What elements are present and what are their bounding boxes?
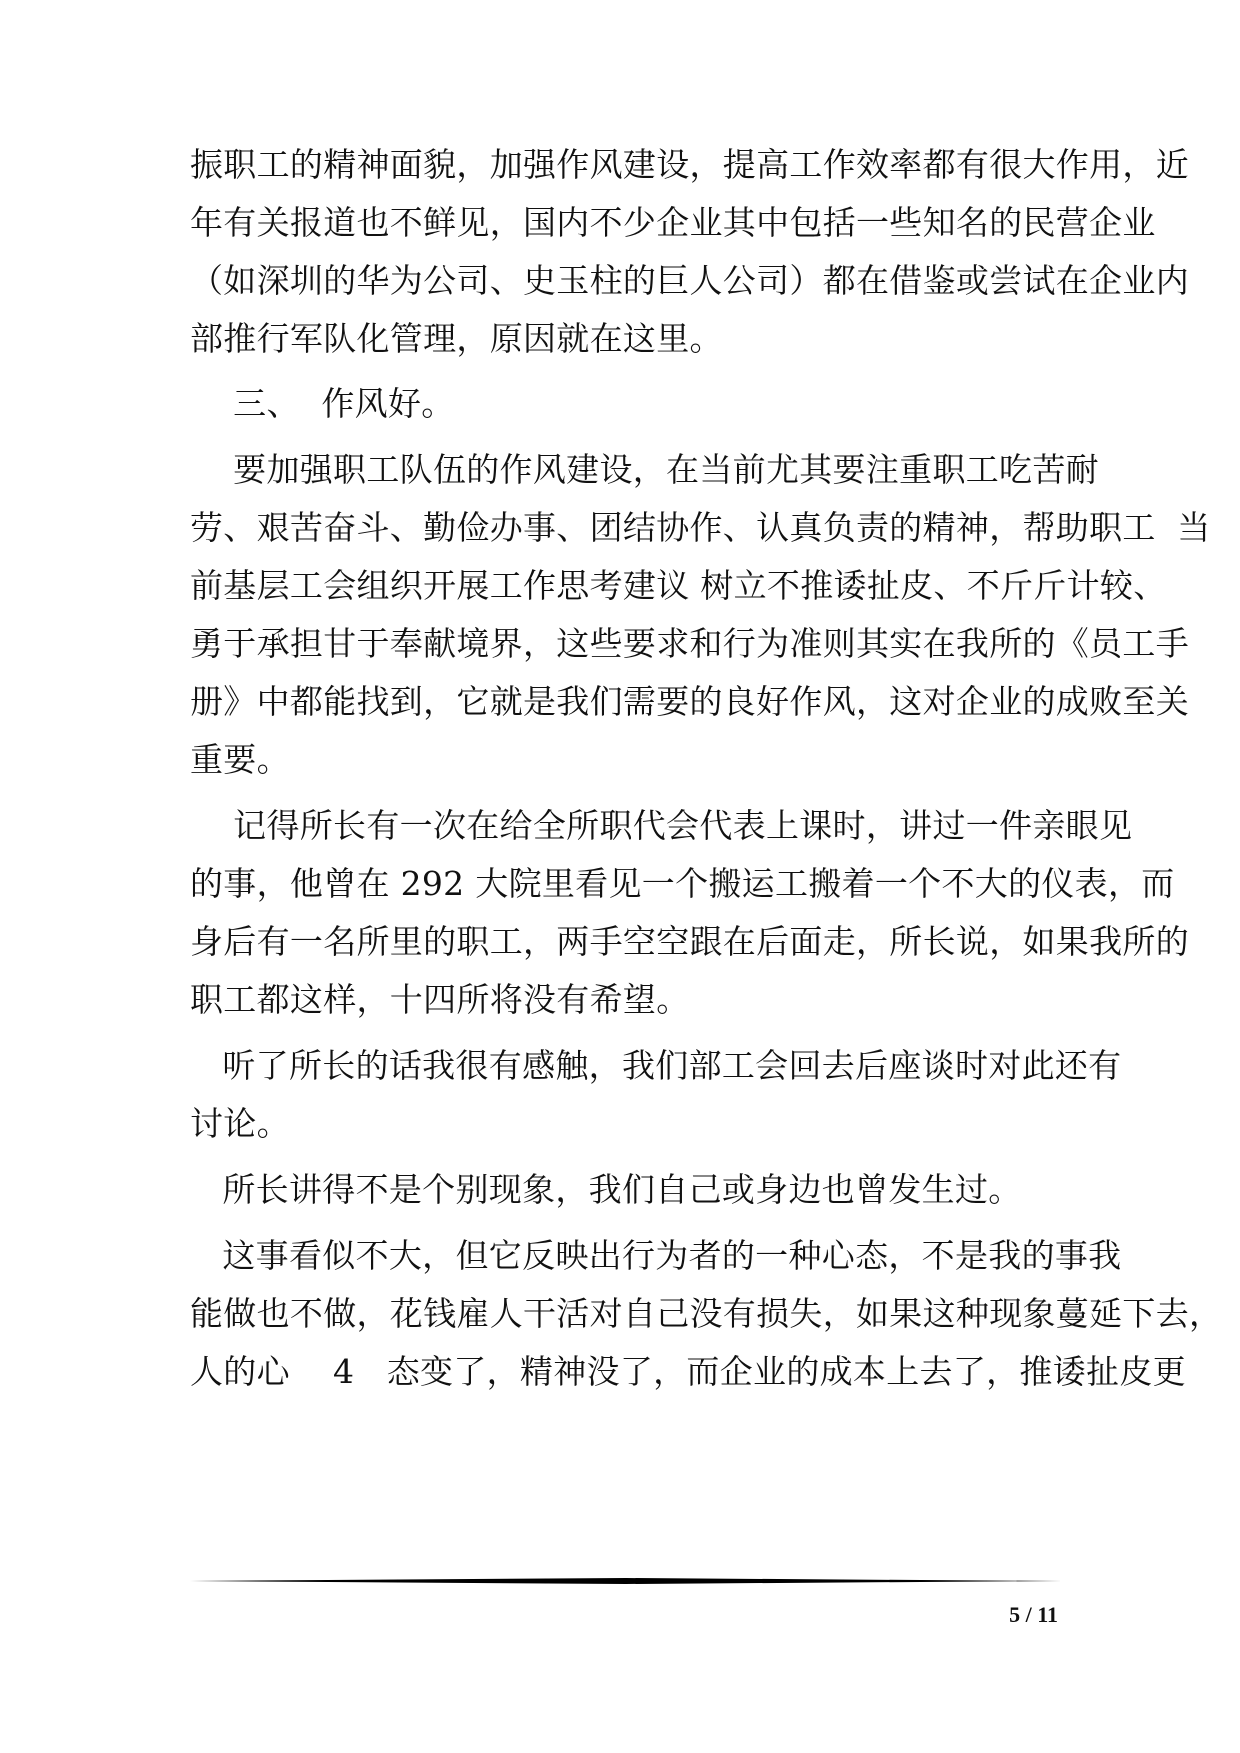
body-text-line: 振职工的精神面貌，加强作风建设，提高工作效率都有很大作用，近 <box>190 145 1189 184</box>
body-text-line: 的事，他曾在 292 大院里看见一个搬运工搬着一个不大的仪表，而 <box>190 864 1175 903</box>
body-text-line: 勇于承担甘于奉献境界，这些要求和行为准则其实在我所的《员工手 <box>190 624 1189 663</box>
footer-divider <box>190 1578 1062 1584</box>
body-text-line: 部推行军队化管理，原因就在这里。 <box>190 319 723 358</box>
body-text-line: 听了所长的话我很有感触，我们部工会回去后座谈时对此还有 <box>190 1046 1122 1085</box>
body-text-line: 身后有一名所里的职工，两手空空跟在后面走，所长说，如果我所的 <box>190 922 1189 961</box>
body-text-line: （如深圳的华为公司、史玉柱的巨人公司）都在借鉴或尝试在企业内 <box>190 261 1189 300</box>
body-text-line: 所长讲得不是个别现象，我们自己或身边也曾发生过。 <box>190 1170 1022 1209</box>
section-heading: 三、 作风好。 <box>190 384 455 423</box>
body-text-line: 年有关报道也不鲜见，国内不少企业其中包括一些知名的民营企业 <box>190 203 1156 242</box>
body-text-line: 记得所长有一次在给全所职代会代表上课时，讲过一件亲眼见 <box>190 806 1133 845</box>
body-text-line: 这事看似不大，但它反映出行为者的一种心态，不是我的事我 <box>190 1236 1122 1275</box>
body-text-line: 能做也不做，花钱雇人干活对自己没有损失，如果这种现象蔓延下去， <box>190 1294 1223 1333</box>
body-text-line: 职工都这样，十四所将没有希望。 <box>190 980 690 1019</box>
page-number: 5 / 11 <box>1009 1602 1058 1627</box>
body-text-line: 讨论。 <box>190 1104 290 1143</box>
body-text-line: 重要。 <box>190 740 290 779</box>
body-text-line: 前基层工会组织开展工作思考建议 树立不推诿扯皮、不斤斤计较、 <box>190 566 1167 605</box>
body-text-line: 要加强职工队伍的作风建设，在当前尤其要注重职工吃苦耐 <box>190 450 1099 489</box>
body-text-line: 册》中都能找到，它就是我们需要的良好作风，这对企业的成败至关 <box>190 682 1189 721</box>
body-text-line: 人的心 4 态变了，精神没了，而企业的成本上去了，推诿扯皮更 <box>190 1352 1186 1391</box>
body-text-line: 劳、艰苦奋斗、勤俭办事、团结协作、认真负责的精神，帮助职工 当 <box>190 508 1211 547</box>
